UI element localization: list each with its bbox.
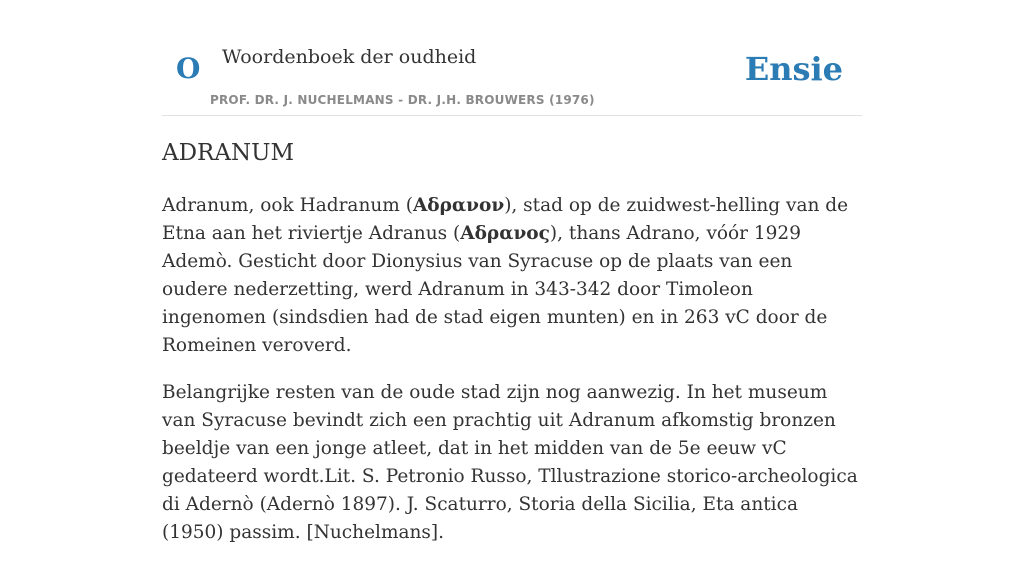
book-authors: PROF. DR. J. NUCHELMANS - DR. J.H. BROUWERS (1976): [210, 93, 595, 107]
book-title-link[interactable]: Woordenboek der oudheid: [222, 46, 477, 68]
greek-term: Αδρανον: [412, 195, 505, 216]
text-segment: Adranum, ook Hadranum (: [162, 195, 413, 216]
entry-title: ADRANUM: [162, 140, 295, 166]
ensie-logo-link[interactable]: Ensie: [744, 50, 843, 88]
entry-content: [162, 192, 862, 566]
text-segment: ), stad op de zuidwest-helling van de Etna aan het riviertje Adranus (: [162, 195, 849, 244]
entry-paragraph-2: Belangrijke resten van de oude stad zijn nog aanwezig. In het museum van Syracuse bevindt zich een prachtig uit Adranum afkomstig bronzen beeldje van een jonge atleet, dat in het midden van de 5e eeuw vC gedateerd wordt.Lit. S. Petronio Russo, Tllustrazione storico-archeologica di Adernò (Adernò 1897). J. Scaturro, Storia della Sicilia, Eta antica (1950) passim. [Nuchelmans].: [162, 382, 858, 543]
greek-term: Αδρανος: [460, 223, 550, 244]
letter-index-link[interactable]: O: [176, 52, 201, 85]
dictionary-header: [162, 30, 862, 116]
text-segment: ), thans Adrano, vóór 1929 Ademò. Gesticht door Dionysius van Syracuse op de plaats van een oudere nederzetting, werd Adranum in 343-342 door Timoleon ingenomen (sindsdien had de stad eigen munten) en in 263 vC door de Romeinen veroverd.: [162, 223, 828, 356]
entry-paragraph-1: [162, 192, 862, 360]
